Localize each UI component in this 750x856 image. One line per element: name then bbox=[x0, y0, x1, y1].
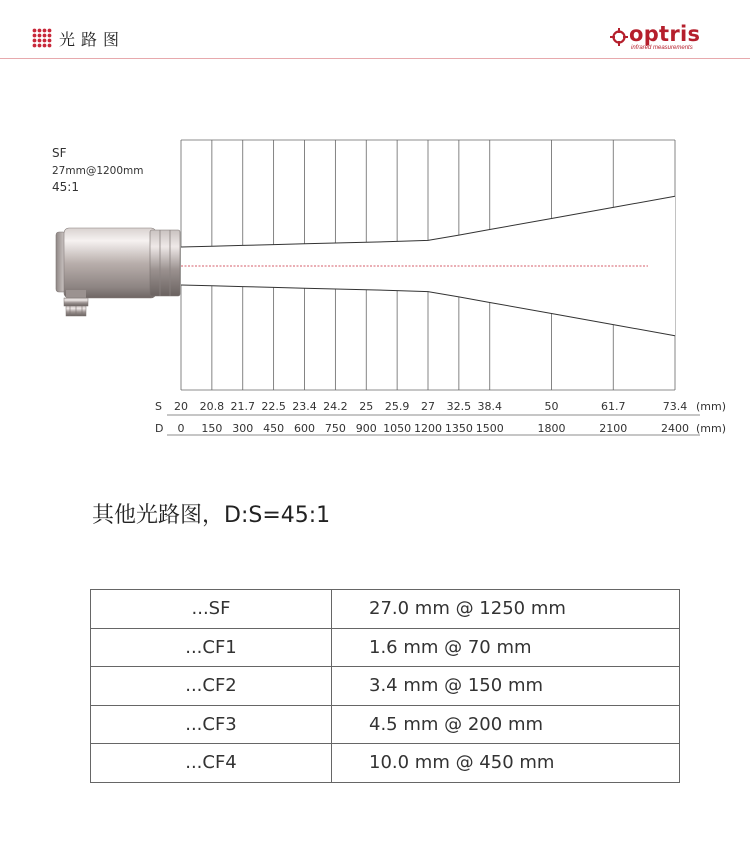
spot-size: 1.6 mm @ 70 mm bbox=[332, 628, 680, 667]
grid-dot bbox=[33, 34, 37, 38]
spot-size-value: 73.4 bbox=[662, 400, 688, 413]
distance-value: 1050 bbox=[383, 422, 412, 435]
distance-value: 900 bbox=[355, 422, 377, 435]
distance-value: 1350 bbox=[444, 422, 473, 435]
distance-value: 0 bbox=[177, 422, 185, 435]
spot-size-value: 24.2 bbox=[323, 400, 348, 413]
table-row bbox=[91, 590, 680, 629]
spot-size-value: 50 bbox=[544, 400, 559, 413]
grid-dot bbox=[33, 44, 37, 48]
other-optics-heading: 其他光路图，D:S=45:1 bbox=[92, 503, 331, 528]
header-divider bbox=[0, 58, 750, 59]
distance-value: 150 bbox=[201, 422, 223, 435]
page-title: 光路图 bbox=[59, 30, 126, 49]
sensor-spot-spec: 27mm@1200mm bbox=[52, 165, 144, 177]
logo-wordmark: optris bbox=[629, 22, 701, 46]
grid-dot bbox=[48, 44, 52, 48]
spot-size: 27.0 mm @ 1250 mm bbox=[332, 590, 680, 629]
grid-dot bbox=[38, 44, 42, 48]
distance-value: 2100 bbox=[599, 422, 628, 435]
sensor-ratio: 45:1 bbox=[52, 180, 79, 194]
spot-size-value: 20 bbox=[174, 400, 188, 413]
grid-dot bbox=[48, 29, 52, 33]
spot-size-value: 20.8 bbox=[199, 400, 225, 413]
spot-size-value: 23.4 bbox=[292, 400, 317, 413]
optic-name: ...SF bbox=[91, 590, 332, 629]
distance-value: 1200 bbox=[414, 422, 442, 435]
spot-size-value: 38.4 bbox=[477, 400, 502, 413]
spot-size-value: 21.7 bbox=[230, 400, 255, 413]
distance-value: 750 bbox=[324, 422, 346, 435]
grid-dot bbox=[38, 39, 42, 43]
table-row bbox=[91, 744, 680, 783]
optics-table bbox=[90, 589, 680, 783]
optic-name: ...CF4 bbox=[91, 744, 332, 783]
spot-size-value: 25.9 bbox=[384, 400, 410, 413]
grid-dot bbox=[43, 29, 47, 33]
page-header bbox=[0, 0, 750, 59]
grid-dot bbox=[38, 34, 42, 38]
d-row-label: D bbox=[155, 422, 164, 435]
s-row-label: S bbox=[155, 400, 162, 413]
grid-dot bbox=[43, 34, 47, 38]
sensor-model: SF bbox=[52, 146, 67, 160]
distance-value: 1500 bbox=[475, 422, 504, 435]
grid-dot bbox=[43, 39, 47, 43]
crosshair-logo-icon bbox=[610, 28, 628, 46]
distance-value: 2400 bbox=[661, 422, 689, 435]
distance-value: 450 bbox=[263, 422, 285, 435]
optical-path-chart bbox=[0, 130, 750, 440]
grid-dot bbox=[48, 39, 52, 43]
optic-name: ...CF2 bbox=[91, 667, 332, 706]
spot-size-value: 27 bbox=[421, 400, 435, 413]
s-unit-label: (mm) bbox=[696, 400, 727, 413]
grid-dot bbox=[33, 29, 37, 33]
table-row bbox=[91, 628, 680, 667]
grid-dot bbox=[33, 39, 37, 43]
d-unit-label: (mm) bbox=[696, 422, 727, 435]
optic-name: ...CF1 bbox=[91, 628, 332, 667]
dots-grid-icon bbox=[32, 28, 52, 48]
spot-size: 10.0 mm @ 450 mm bbox=[332, 744, 680, 783]
spot-size-value: 25 bbox=[359, 400, 374, 413]
grid-dot bbox=[48, 34, 52, 38]
grid-dot bbox=[38, 29, 42, 33]
distance-value: 600 bbox=[294, 422, 315, 435]
sensor-drawing bbox=[56, 228, 180, 316]
distance-value: 1800 bbox=[537, 422, 566, 435]
spot-size: 4.5 mm @ 200 mm bbox=[332, 705, 680, 744]
table-row bbox=[91, 705, 680, 744]
logo-tagline: infrared measurements bbox=[631, 45, 693, 51]
spot-size-value: 22.5 bbox=[261, 400, 286, 413]
spot-size: 3.4 mm @ 150 mm bbox=[332, 667, 680, 706]
distance-value: 300 bbox=[232, 422, 254, 435]
optris-logo bbox=[610, 22, 735, 52]
grid-dot bbox=[43, 44, 47, 48]
spot-size-value: 32.5 bbox=[446, 400, 472, 413]
spot-size-value: 61.7 bbox=[601, 400, 626, 413]
table-row bbox=[91, 667, 680, 706]
optical-path-diagram bbox=[0, 130, 750, 440]
optic-name: ...CF3 bbox=[91, 705, 332, 744]
